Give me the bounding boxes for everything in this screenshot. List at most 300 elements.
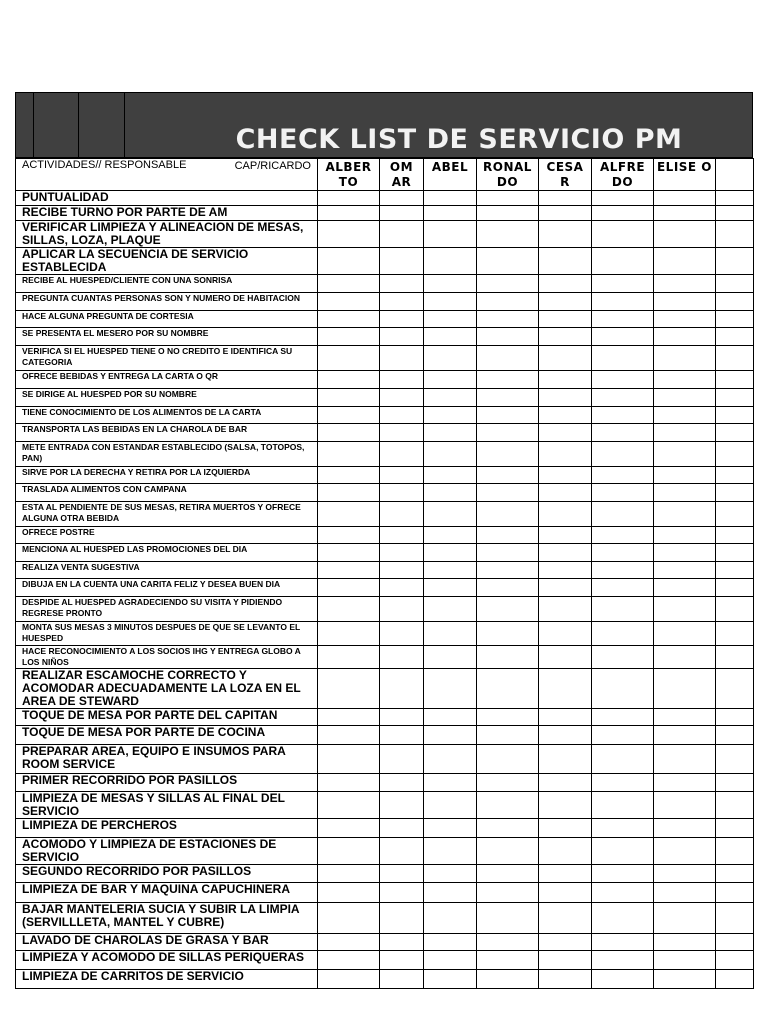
check-cell[interactable] [539, 597, 592, 622]
check-cell[interactable] [380, 389, 424, 407]
check-cell[interactable] [380, 669, 424, 709]
check-cell[interactable] [424, 903, 477, 934]
check-cell[interactable] [716, 579, 754, 597]
check-cell[interactable] [424, 544, 477, 562]
check-cell[interactable] [477, 502, 539, 527]
check-cell[interactable] [477, 883, 539, 903]
check-cell[interactable] [318, 709, 380, 726]
check-cell[interactable] [716, 838, 754, 865]
check-cell[interactable] [539, 389, 592, 407]
check-cell[interactable] [539, 774, 592, 792]
check-cell[interactable] [716, 328, 754, 346]
check-cell[interactable] [539, 371, 592, 389]
check-cell[interactable] [716, 934, 754, 951]
check-cell[interactable] [318, 934, 380, 951]
check-cell[interactable] [716, 424, 754, 442]
check-cell[interactable] [477, 792, 539, 819]
check-cell[interactable] [654, 502, 716, 527]
check-cell[interactable] [592, 527, 654, 544]
check-cell[interactable] [380, 951, 424, 970]
check-cell[interactable] [654, 951, 716, 970]
check-cell[interactable] [477, 934, 539, 951]
check-cell[interactable] [477, 646, 539, 669]
check-cell[interactable] [716, 865, 754, 883]
check-cell[interactable] [592, 951, 654, 970]
check-cell[interactable] [654, 774, 716, 792]
check-cell[interactable] [424, 622, 477, 646]
check-cell[interactable] [477, 346, 539, 371]
check-cell[interactable] [716, 442, 754, 467]
check-cell[interactable] [318, 206, 380, 221]
check-cell[interactable] [380, 562, 424, 579]
check-cell[interactable] [318, 745, 380, 774]
check-cell[interactable] [477, 819, 539, 838]
check-cell[interactable] [592, 293, 654, 311]
check-cell[interactable] [424, 669, 477, 709]
check-cell[interactable] [424, 562, 477, 579]
check-cell[interactable] [477, 579, 539, 597]
check-cell[interactable] [654, 293, 716, 311]
check-cell[interactable] [716, 646, 754, 669]
check-cell[interactable] [477, 726, 539, 745]
check-cell[interactable] [424, 745, 477, 774]
check-cell[interactable] [380, 424, 424, 442]
check-cell[interactable] [318, 865, 380, 883]
check-cell[interactable] [477, 407, 539, 424]
check-cell[interactable] [539, 865, 592, 883]
check-cell[interactable] [380, 865, 424, 883]
check-cell[interactable] [380, 328, 424, 346]
check-cell[interactable] [318, 248, 380, 275]
check-cell[interactable] [592, 819, 654, 838]
check-cell[interactable] [380, 467, 424, 484]
check-cell[interactable] [380, 903, 424, 934]
check-cell[interactable] [539, 819, 592, 838]
check-cell[interactable] [424, 970, 477, 989]
check-cell[interactable] [539, 248, 592, 275]
check-cell[interactable] [539, 951, 592, 970]
check-cell[interactable] [380, 934, 424, 951]
check-cell[interactable] [424, 819, 477, 838]
check-cell[interactable] [539, 346, 592, 371]
check-cell[interactable] [592, 669, 654, 709]
check-cell[interactable] [654, 346, 716, 371]
check-cell[interactable] [654, 726, 716, 745]
check-cell[interactable] [716, 248, 754, 275]
check-cell[interactable] [716, 792, 754, 819]
check-cell[interactable] [716, 544, 754, 562]
check-cell[interactable] [539, 745, 592, 774]
check-cell[interactable] [424, 883, 477, 903]
check-cell[interactable] [592, 467, 654, 484]
check-cell[interactable] [654, 311, 716, 328]
check-cell[interactable] [716, 951, 754, 970]
check-cell[interactable] [477, 544, 539, 562]
check-cell[interactable] [477, 865, 539, 883]
check-cell[interactable] [654, 484, 716, 502]
check-cell[interactable] [318, 792, 380, 819]
check-cell[interactable] [424, 346, 477, 371]
check-cell[interactable] [716, 819, 754, 838]
check-cell[interactable] [477, 774, 539, 792]
check-cell[interactable] [477, 970, 539, 989]
check-cell[interactable] [477, 669, 539, 709]
check-cell[interactable] [424, 191, 477, 206]
check-cell[interactable] [318, 579, 380, 597]
check-cell[interactable] [318, 371, 380, 389]
check-cell[interactable] [654, 579, 716, 597]
check-cell[interactable] [592, 424, 654, 442]
check-cell[interactable] [654, 442, 716, 467]
check-cell[interactable] [318, 484, 380, 502]
check-cell[interactable] [380, 544, 424, 562]
check-cell[interactable] [477, 442, 539, 467]
check-cell[interactable] [592, 745, 654, 774]
check-cell[interactable] [716, 311, 754, 328]
check-cell[interactable] [716, 709, 754, 726]
check-cell[interactable] [318, 562, 380, 579]
check-cell[interactable] [654, 819, 716, 838]
check-cell[interactable] [477, 527, 539, 544]
check-cell[interactable] [424, 792, 477, 819]
check-cell[interactable] [539, 275, 592, 293]
check-cell[interactable] [654, 371, 716, 389]
check-cell[interactable] [654, 275, 716, 293]
check-cell[interactable] [318, 544, 380, 562]
check-cell[interactable] [592, 346, 654, 371]
check-cell[interactable] [318, 838, 380, 865]
check-cell[interactable] [477, 838, 539, 865]
check-cell[interactable] [318, 311, 380, 328]
check-cell[interactable] [424, 389, 477, 407]
check-cell[interactable] [477, 709, 539, 726]
check-cell[interactable] [716, 407, 754, 424]
check-cell[interactable] [424, 371, 477, 389]
check-cell[interactable] [318, 389, 380, 407]
check-cell[interactable] [716, 371, 754, 389]
check-cell[interactable] [380, 371, 424, 389]
check-cell[interactable] [654, 709, 716, 726]
check-cell[interactable] [477, 311, 539, 328]
check-cell[interactable] [424, 442, 477, 467]
check-cell[interactable] [318, 275, 380, 293]
check-cell[interactable] [539, 562, 592, 579]
check-cell[interactable] [654, 544, 716, 562]
check-cell[interactable] [539, 206, 592, 221]
check-cell[interactable] [424, 293, 477, 311]
check-cell[interactable] [539, 838, 592, 865]
check-cell[interactable] [477, 275, 539, 293]
check-cell[interactable] [380, 275, 424, 293]
check-cell[interactable] [716, 970, 754, 989]
check-cell[interactable] [539, 527, 592, 544]
check-cell[interactable] [592, 311, 654, 328]
check-cell[interactable] [477, 221, 539, 248]
check-cell[interactable] [424, 934, 477, 951]
check-cell[interactable] [318, 597, 380, 622]
check-cell[interactable] [592, 903, 654, 934]
check-cell[interactable] [654, 597, 716, 622]
check-cell[interactable] [654, 221, 716, 248]
check-cell[interactable] [380, 311, 424, 328]
check-cell[interactable] [539, 726, 592, 745]
check-cell[interactable] [654, 407, 716, 424]
check-cell[interactable] [477, 622, 539, 646]
check-cell[interactable] [424, 206, 477, 221]
check-cell[interactable] [716, 275, 754, 293]
check-cell[interactable] [592, 597, 654, 622]
check-cell[interactable] [477, 389, 539, 407]
check-cell[interactable] [592, 709, 654, 726]
check-cell[interactable] [716, 527, 754, 544]
check-cell[interactable] [318, 726, 380, 745]
check-cell[interactable] [716, 669, 754, 709]
check-cell[interactable] [716, 484, 754, 502]
check-cell[interactable] [424, 527, 477, 544]
check-cell[interactable] [318, 328, 380, 346]
check-cell[interactable] [380, 442, 424, 467]
check-cell[interactable] [380, 484, 424, 502]
check-cell[interactable] [424, 275, 477, 293]
check-cell[interactable] [380, 221, 424, 248]
check-cell[interactable] [716, 206, 754, 221]
check-cell[interactable] [424, 726, 477, 745]
check-cell[interactable] [592, 371, 654, 389]
check-cell[interactable] [477, 562, 539, 579]
check-cell[interactable] [716, 726, 754, 745]
check-cell[interactable] [592, 726, 654, 745]
check-cell[interactable] [592, 774, 654, 792]
check-cell[interactable] [716, 467, 754, 484]
check-cell[interactable] [592, 562, 654, 579]
check-cell[interactable] [424, 248, 477, 275]
check-cell[interactable] [380, 646, 424, 669]
check-cell[interactable] [539, 442, 592, 467]
check-cell[interactable] [592, 646, 654, 669]
check-cell[interactable] [592, 275, 654, 293]
check-cell[interactable] [654, 865, 716, 883]
check-cell[interactable] [318, 424, 380, 442]
check-cell[interactable] [380, 774, 424, 792]
check-cell[interactable] [716, 191, 754, 206]
check-cell[interactable] [380, 726, 424, 745]
check-cell[interactable] [654, 622, 716, 646]
check-cell[interactable] [477, 597, 539, 622]
check-cell[interactable] [539, 544, 592, 562]
check-cell[interactable] [318, 467, 380, 484]
check-cell[interactable] [654, 970, 716, 989]
check-cell[interactable] [424, 579, 477, 597]
check-cell[interactable] [380, 970, 424, 989]
check-cell[interactable] [424, 709, 477, 726]
check-cell[interactable] [539, 883, 592, 903]
check-cell[interactable] [654, 389, 716, 407]
check-cell[interactable] [318, 407, 380, 424]
check-cell[interactable] [380, 838, 424, 865]
check-cell[interactable] [592, 328, 654, 346]
check-cell[interactable] [592, 484, 654, 502]
check-cell[interactable] [654, 838, 716, 865]
check-cell[interactable] [318, 951, 380, 970]
check-cell[interactable] [592, 970, 654, 989]
check-cell[interactable] [654, 745, 716, 774]
check-cell[interactable] [654, 562, 716, 579]
check-cell[interactable] [477, 293, 539, 311]
check-cell[interactable] [654, 206, 716, 221]
check-cell[interactable] [716, 774, 754, 792]
check-cell[interactable] [654, 467, 716, 484]
check-cell[interactable] [424, 311, 477, 328]
check-cell[interactable] [380, 597, 424, 622]
check-cell[interactable] [592, 838, 654, 865]
check-cell[interactable] [539, 903, 592, 934]
check-cell[interactable] [424, 328, 477, 346]
check-cell[interactable] [380, 819, 424, 838]
check-cell[interactable] [318, 191, 380, 206]
check-cell[interactable] [318, 903, 380, 934]
check-cell[interactable] [654, 646, 716, 669]
check-cell[interactable] [592, 865, 654, 883]
check-cell[interactable] [539, 484, 592, 502]
check-cell[interactable] [592, 544, 654, 562]
check-cell[interactable] [424, 774, 477, 792]
check-cell[interactable] [477, 745, 539, 774]
check-cell[interactable] [477, 328, 539, 346]
check-cell[interactable] [592, 883, 654, 903]
check-cell[interactable] [318, 622, 380, 646]
check-cell[interactable] [477, 371, 539, 389]
check-cell[interactable] [654, 669, 716, 709]
check-cell[interactable] [539, 934, 592, 951]
check-cell[interactable] [424, 221, 477, 248]
check-cell[interactable] [592, 442, 654, 467]
check-cell[interactable] [477, 424, 539, 442]
check-cell[interactable] [380, 502, 424, 527]
check-cell[interactable] [380, 622, 424, 646]
check-cell[interactable] [380, 248, 424, 275]
check-cell[interactable] [424, 467, 477, 484]
check-cell[interactable] [539, 293, 592, 311]
check-cell[interactable] [318, 527, 380, 544]
check-cell[interactable] [654, 527, 716, 544]
check-cell[interactable] [592, 502, 654, 527]
check-cell[interactable] [716, 883, 754, 903]
check-cell[interactable] [318, 819, 380, 838]
check-cell[interactable] [380, 346, 424, 371]
check-cell[interactable] [477, 484, 539, 502]
check-cell[interactable] [424, 424, 477, 442]
check-cell[interactable] [539, 467, 592, 484]
check-cell[interactable] [716, 622, 754, 646]
check-cell[interactable] [318, 293, 380, 311]
check-cell[interactable] [539, 646, 592, 669]
check-cell[interactable] [318, 346, 380, 371]
check-cell[interactable] [318, 774, 380, 792]
check-cell[interactable] [318, 970, 380, 989]
check-cell[interactable] [318, 502, 380, 527]
check-cell[interactable] [716, 745, 754, 774]
check-cell[interactable] [654, 191, 716, 206]
check-cell[interactable] [380, 745, 424, 774]
check-cell[interactable] [318, 221, 380, 248]
check-cell[interactable] [592, 407, 654, 424]
check-cell[interactable] [654, 792, 716, 819]
check-cell[interactable] [380, 407, 424, 424]
check-cell[interactable] [592, 206, 654, 221]
check-cell[interactable] [654, 883, 716, 903]
check-cell[interactable] [477, 248, 539, 275]
check-cell[interactable] [654, 248, 716, 275]
check-cell[interactable] [477, 467, 539, 484]
check-cell[interactable] [592, 934, 654, 951]
check-cell[interactable] [592, 221, 654, 248]
check-cell[interactable] [380, 527, 424, 544]
check-cell[interactable] [318, 669, 380, 709]
check-cell[interactable] [716, 293, 754, 311]
check-cell[interactable] [380, 206, 424, 221]
check-cell[interactable] [654, 934, 716, 951]
check-cell[interactable] [592, 248, 654, 275]
check-cell[interactable] [424, 838, 477, 865]
check-cell[interactable] [716, 562, 754, 579]
check-cell[interactable] [380, 191, 424, 206]
check-cell[interactable] [477, 903, 539, 934]
check-cell[interactable] [592, 792, 654, 819]
check-cell[interactable] [592, 579, 654, 597]
check-cell[interactable] [424, 597, 477, 622]
check-cell[interactable] [380, 792, 424, 819]
check-cell[interactable] [716, 597, 754, 622]
check-cell[interactable] [380, 709, 424, 726]
check-cell[interactable] [654, 424, 716, 442]
check-cell[interactable] [424, 502, 477, 527]
check-cell[interactable] [716, 221, 754, 248]
check-cell[interactable] [716, 502, 754, 527]
check-cell[interactable] [539, 502, 592, 527]
check-cell[interactable] [424, 407, 477, 424]
check-cell[interactable] [539, 424, 592, 442]
check-cell[interactable] [477, 206, 539, 221]
check-cell[interactable] [318, 442, 380, 467]
check-cell[interactable] [592, 622, 654, 646]
check-cell[interactable] [539, 311, 592, 328]
check-cell[interactable] [539, 579, 592, 597]
check-cell[interactable] [539, 669, 592, 709]
check-cell[interactable] [654, 328, 716, 346]
check-cell[interactable] [318, 883, 380, 903]
check-cell[interactable] [539, 191, 592, 206]
check-cell[interactable] [539, 709, 592, 726]
check-cell[interactable] [477, 191, 539, 206]
check-cell[interactable] [716, 903, 754, 934]
check-cell[interactable] [539, 221, 592, 248]
check-cell[interactable] [424, 951, 477, 970]
check-cell[interactable] [424, 484, 477, 502]
check-cell[interactable] [380, 293, 424, 311]
check-cell[interactable] [380, 883, 424, 903]
check-cell[interactable] [716, 389, 754, 407]
check-cell[interactable] [539, 970, 592, 989]
check-cell[interactable] [592, 389, 654, 407]
check-cell[interactable] [477, 951, 539, 970]
check-cell[interactable] [539, 622, 592, 646]
check-cell[interactable] [424, 646, 477, 669]
check-cell[interactable] [380, 579, 424, 597]
check-cell[interactable] [539, 792, 592, 819]
check-cell[interactable] [539, 328, 592, 346]
check-cell[interactable] [716, 346, 754, 371]
check-cell[interactable] [539, 407, 592, 424]
